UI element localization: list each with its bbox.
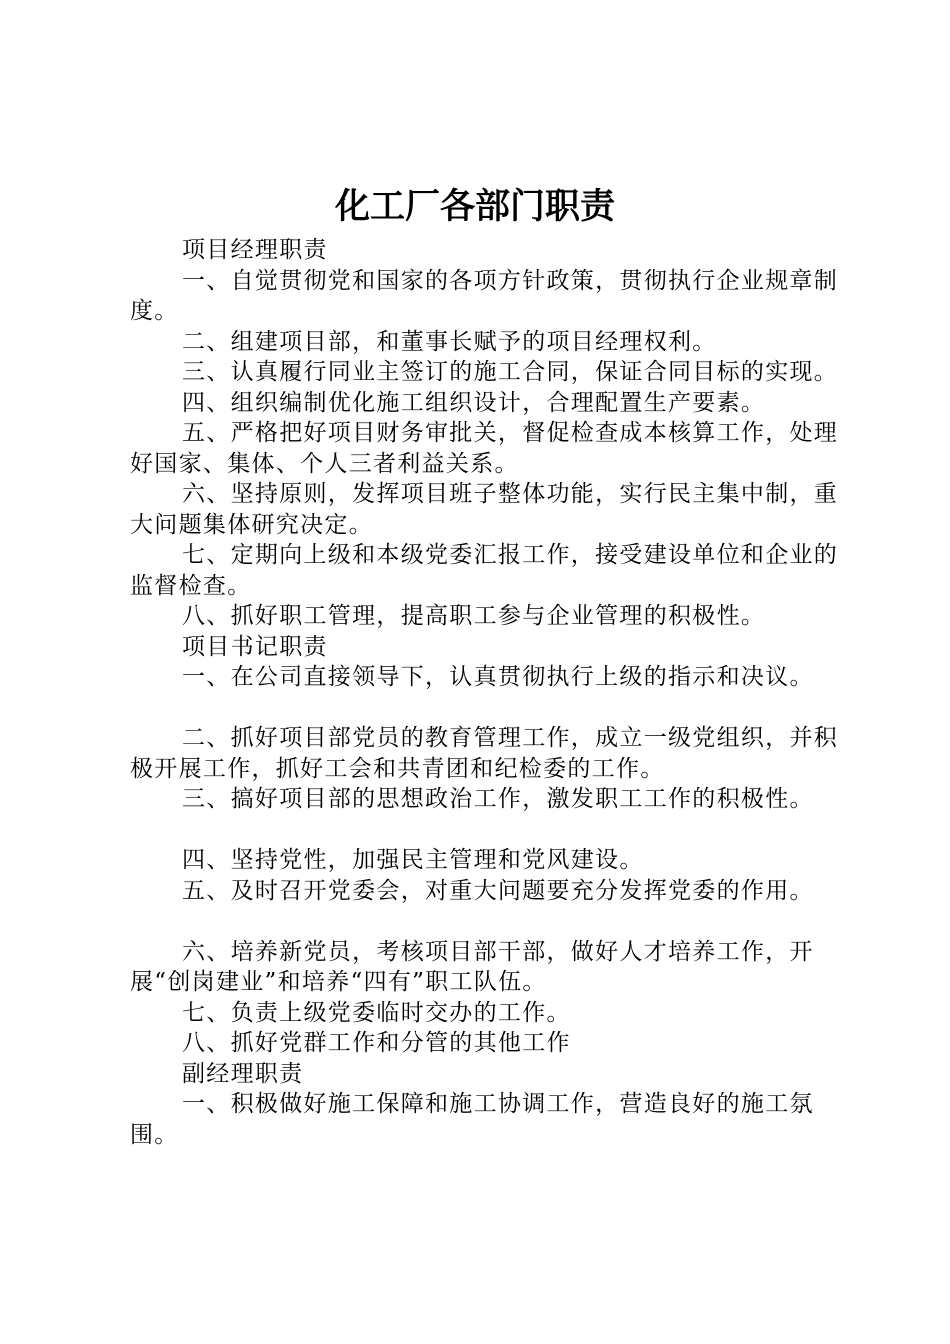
paragraph: 六、坚持原则，发挥项目班子整体功能，实行民主集中制，重大问题集体研究决定。 bbox=[130, 481, 839, 538]
paragraph: 七、负责上级党委临时交办的工作。 bbox=[182, 999, 571, 1026]
document-body bbox=[130, 235, 850, 1150]
paragraph: 三、认真履行同业主签订的施工合同，保证合同目标的实现。 bbox=[182, 359, 839, 385]
paragraph: 二、组建项目部，和董事长赋予的项目经理权利。 bbox=[182, 328, 717, 355]
paragraph: 四、坚持党性，加强民主管理和党风建设。 bbox=[182, 847, 644, 873]
section-heading-deputy-manager: 副经理职责 bbox=[182, 1060, 304, 1087]
paragraph: 一、自觉贯彻党和国家的各项方针政策，贯彻执行企业规章制度。 bbox=[130, 267, 839, 324]
paragraph: 一、在公司直接领导下，认真贯彻执行上级的指示和决议。 bbox=[182, 664, 814, 690]
paragraph: 五、及时召开党委会，对重大问题要充分发挥党委的作用。 bbox=[182, 877, 814, 904]
section-heading-project-secretary: 项目书记职责 bbox=[182, 633, 328, 660]
paragraph: 七、定期向上级和本级党委汇报工作，接受建设单位和企业的监督检查。 bbox=[130, 542, 839, 599]
paragraph: 八、抓好职工管理，提高职工参与企业管理的积极性。 bbox=[182, 603, 766, 629]
document-title: 化工厂各部门职责 bbox=[334, 186, 615, 227]
paragraph: 八、抓好党群工作和分管的其他工作 bbox=[182, 1030, 571, 1056]
blank-line bbox=[130, 815, 850, 846]
paragraph: 六、培养新党员，考核项目部干部，做好人才培养工作，开展“创岗建业”和培养“四有”职工队伍。 bbox=[130, 938, 814, 995]
paragraph: 一、积极做好施工保障和施工协调工作，营造良好的施工氛围。 bbox=[130, 1091, 814, 1148]
paragraph: 五、严格把好项目财务审批关，督促检查成本核算工作，处理好国家、集体、个人三者利益关系。 bbox=[130, 420, 839, 477]
paragraph: 三、搞好项目部的思想政治工作，激发职工工作的积极性。 bbox=[182, 786, 814, 812]
paragraph: 四、组织编制优化施工组织设计，合理配置生产要素。 bbox=[182, 389, 766, 416]
blank-line bbox=[130, 693, 850, 724]
section-heading-project-manager: 项目经理职责 bbox=[182, 237, 328, 263]
paragraph: 二、抓好项目部党员的教育管理工作，成立一级党组织，并积极开展工作，抓好工会和共青团和纪检委的工作。 bbox=[130, 725, 839, 782]
blank-line bbox=[130, 906, 850, 937]
